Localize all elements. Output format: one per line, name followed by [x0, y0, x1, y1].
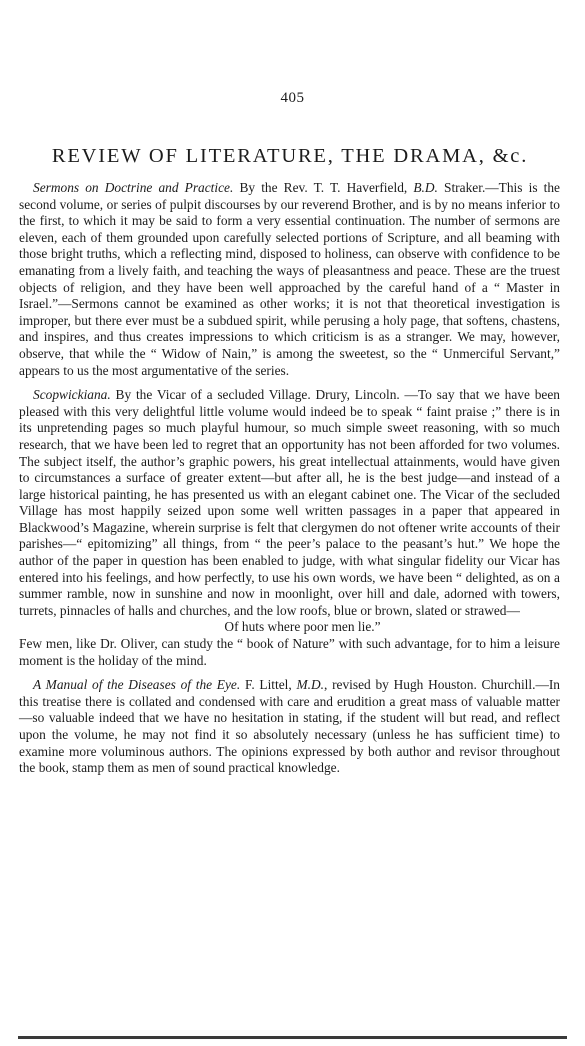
review-byline: F. Littel,: [240, 677, 297, 693]
review-body: By the Vicar of a secluded Village. Drury, Lincoln. —To say that we have been pleased with this very delightful little volume would indeed be to speak “ faint praise ;” there is in its unpretending pages so much playful humour, so much simple sweet reasoning, with so much research, that we have been led to regret that an opportunity has not been afforded for two volumes. The subject itself, the author’s graphic powers, his great intellectual attainments, would have given to circumstances a surface of greater extent—but after all, he is the best judge—and instead of a large historical painting, he has presented us with an elegant cabinet one. The Vicar of the secluded Village has most happily seized upon some well written passages in a paper that appeared in Blackwood’s Magazine, wherein surprise is felt that clergymen do not oftener write accounts of their parishes—“ epitomizing” all things, from “ the peer’s palace to the peasant’s hut.” We hope the author of the paper in question has been enabled to judge, with what singular fidelity our Vicar has entered into his feelings, and how perfectly, to use his own words, we have been “ delighted, as on a summer ramble, now in sunshine and now in moonlight, over hill and dale, adorned with towers, turrets, pinnacles of halls and churches, and the low roofs, blue or brown, slated or strawed—: [19, 387, 560, 618]
review-eye-manual: [19, 677, 560, 777]
page-number: 405: [280, 90, 305, 106]
review-continuation: Few men, like Dr. Oliver, can study the “ book of Nature” with such advantage, for to him a leisure moment is the holiday of the mind.: [19, 636, 560, 668]
author-degree: M.D.: [296, 677, 325, 693]
book-title: Scopwickiana.: [33, 387, 111, 403]
review-byline: By the Rev. T. T. Haverfield,: [233, 180, 414, 195]
verse-quotation: Of huts where poor men lie.”: [224, 619, 381, 635]
review-paragraph: [19, 180, 560, 379]
review-body: Straker.—This is the second volume, or series of pulpit discourses by our reverend Brother, and is by no means inferior to the first, to which it may be said to form a very essential continuation. The number of sermons are eleven, each of them grounded upon carefully selected portions of Scripture, and all beaming with those bright truths, which a reflecting mind, disposed to holiness, can observe with confidence to be emanating from a lively faith, and teaching the ways of pleasantness and peace. These are the truest objects of religion, and they have been well approached by the careful hand of a “ Master in Israel.”—Sermons cannot be examined as other works; it is not that theoretical investigation is improper, but there ever must be a subdued spirit, while perusing a holy page, that softens, chastens, and inspires, and thus creates impressions to which criticism is as a stranger. We may, however, observe, that while the “ Widow of Nain,” is among the sweetest, so the “ Unmerciful Servant,” appears to us the most argumentative of the series.: [19, 180, 561, 378]
review-scopwickiana: [19, 387, 560, 669]
page-bottom-rule: [18, 1036, 567, 1039]
review-paragraph: [19, 677, 560, 777]
book-title: A Manual of the Diseases of the Eye.: [33, 677, 241, 693]
author-degree: B.D.: [413, 180, 438, 195]
book-title: Sermons on Doctrine and Practice.: [33, 180, 234, 195]
review-body: , revised by Hugh Houston. Churchill.—In this treatise there is collated and condensed with care and erudition a great mass of valuable matter—so valuable indeed that we have no hesitation in stating, if the student will but read, and reflect upon the volume, he may not find it so absolutely necessary (unless he has sufficient time) to examine more voluminous authors. The opinions expressed by both author and revisor throughout the book, stamp them as men of sound practical knowledge.: [19, 677, 560, 776]
review-paragraph: [19, 387, 560, 619]
page-heading: REVIEW OF LITERATURE, THE DRAMA, &c.: [51, 145, 529, 167]
review-sermons: [19, 180, 560, 379]
review-column: [19, 180, 560, 777]
